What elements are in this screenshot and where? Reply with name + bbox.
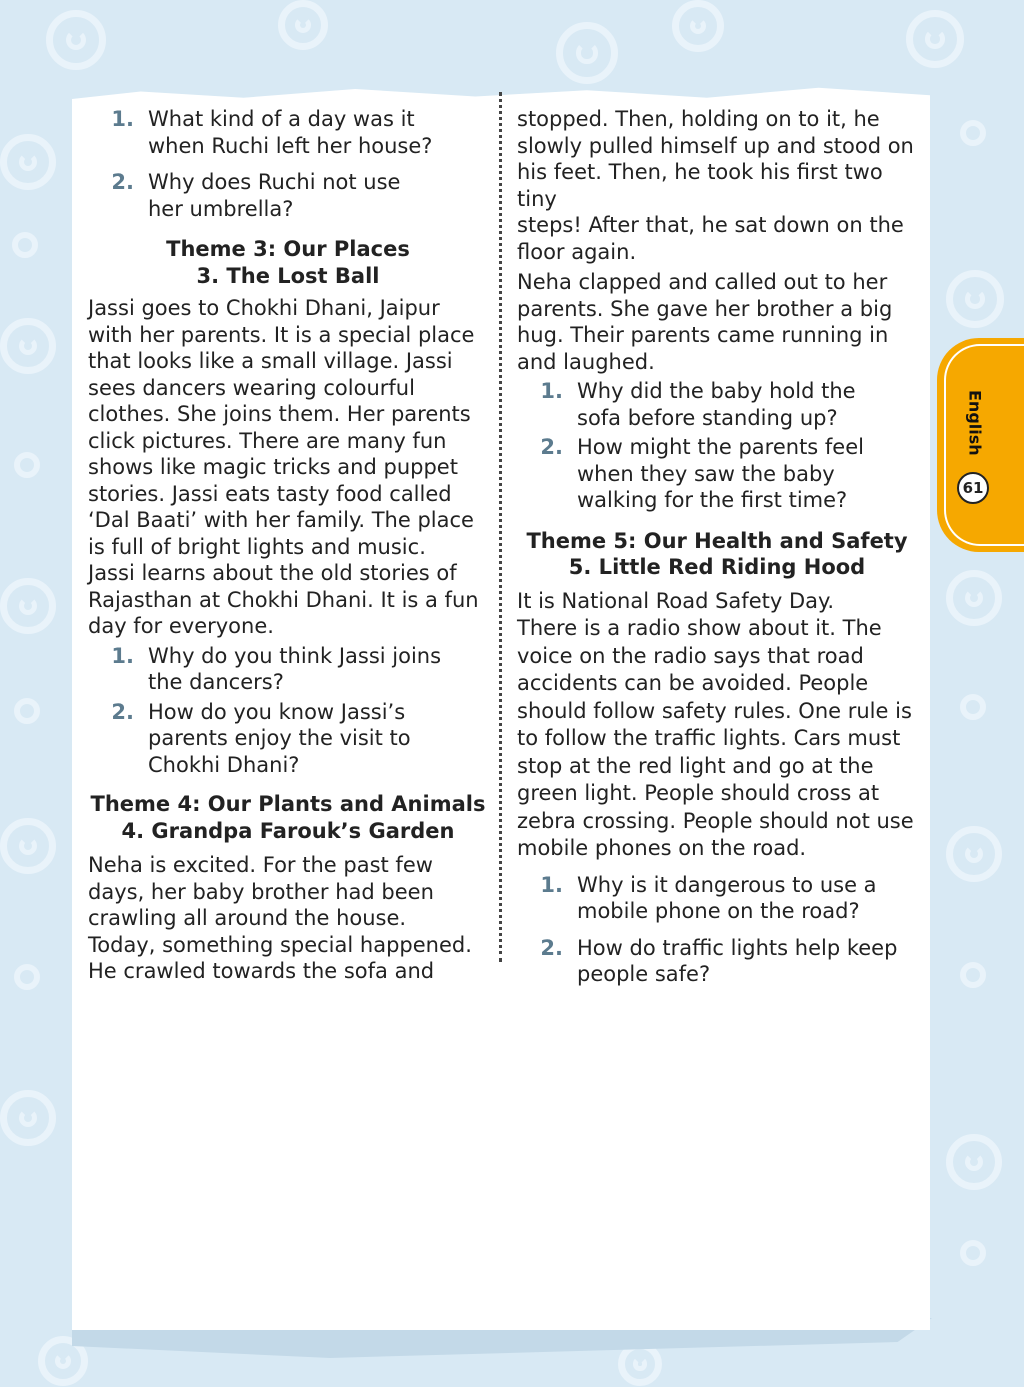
question-number: 2. (111, 699, 134, 724)
story-paragraph (88, 295, 488, 640)
question-text: How do you know Jassi’s (148, 699, 406, 724)
story-line: to follow the traffic lights. Cars must (517, 726, 901, 750)
story-line: is full of bright lights and music. (88, 534, 426, 559)
question-text: Why does Ruchi not use (148, 170, 401, 194)
story-line: Neha is excited. For the past few (88, 853, 433, 877)
question-number: 1. (540, 872, 563, 897)
background-swirl-icon (946, 570, 1002, 626)
question-text: Chokhi Dhani? (148, 752, 300, 777)
question-item (100, 699, 488, 779)
question-text: walking for the first time? (577, 488, 848, 512)
background-dot-icon (14, 452, 40, 478)
question-number: 2. (111, 170, 134, 194)
background-dot-icon (960, 120, 986, 146)
background-swirl-icon (0, 318, 56, 374)
question-text: What kind of a day was it (148, 107, 415, 131)
question-text: Why do you think Jassi joins (148, 643, 442, 668)
story-line: and laughed. (517, 349, 655, 374)
story-line: shows like magic tricks and puppet (88, 455, 458, 479)
background-dot-icon (12, 232, 38, 258)
question-text: parents enjoy the visit to (148, 726, 411, 750)
background-swirl-icon (672, 0, 724, 52)
story-line: There is a radio show about it. The (517, 616, 882, 640)
story-title: 3. The Lost Ball (196, 263, 380, 288)
right-column (517, 106, 917, 988)
theme-heading: Theme 5: Our Health and Safety (526, 528, 908, 553)
question-number: 1. (111, 643, 134, 668)
story-paragraph (88, 852, 488, 985)
question-text: Why did the baby hold the (577, 379, 856, 403)
story-line: that looks like a small village. Jassi (88, 349, 453, 373)
story-line: accidents can be avoided. People (517, 671, 869, 695)
page-number: 61 (957, 472, 989, 504)
question-item (100, 169, 488, 222)
question-item (529, 378, 917, 431)
question-item (529, 434, 917, 514)
story-line: sees dancers wearing colourful (88, 375, 415, 400)
story-paragraph (517, 588, 917, 863)
background-swirl-icon (556, 22, 618, 84)
background-dot-icon (960, 694, 986, 720)
story-line: zebra crossing. People should not use (517, 808, 914, 833)
story-line: Jassi learns about the old stories of (88, 561, 457, 585)
question-text: people safe? (577, 962, 711, 986)
story-line: days, her baby brother had been (88, 879, 434, 904)
question-item (529, 935, 917, 988)
subject-label: English (965, 390, 985, 456)
story-line: Neha clapped and called out to her (517, 270, 888, 294)
story-title: 5. Little Red Riding Hood (568, 555, 866, 579)
left-column (88, 106, 488, 985)
background-dot-icon (960, 962, 986, 988)
story-line: green light. People should cross at (517, 781, 880, 805)
question-text: How might the parents feel (577, 435, 864, 459)
story-line: Jassi goes to Chokhi Dhani, Jaipur (88, 296, 440, 320)
question-text: when Ruchi left her house? (148, 133, 433, 158)
story-line: steps! After that, he sat down on the (517, 213, 904, 237)
story-line: Today, something special happened. (88, 932, 472, 957)
story-line: crawling all around the house. (88, 906, 407, 930)
background-swirl-icon (946, 826, 1002, 882)
story-line: clothes. She joins them. Her parents (88, 402, 471, 426)
background-swirl-icon (0, 578, 56, 634)
story-title: 4. Grandpa Farouk’s Garden (121, 818, 455, 843)
question-text: when they saw the baby (577, 461, 835, 486)
question-text: sofa before standing up? (577, 405, 838, 430)
question-number: 2. (540, 435, 563, 459)
story-line: floor again. (517, 239, 637, 264)
story-line: with her parents. It is a special place (88, 322, 475, 347)
story-line: day for everyone. (88, 614, 274, 638)
story-line: parents. She gave her brother a big (517, 296, 893, 321)
story-paragraph (517, 269, 917, 375)
story-line: stopped. Then, holding on to it, he (517, 107, 880, 131)
question-item (100, 643, 488, 696)
story-line: slowly pulled himself up and stood on (517, 133, 914, 158)
question-item (100, 106, 488, 159)
story-line: stories. Jassi eats tasty food called (88, 481, 452, 506)
story-line: click pictures. There are many fun (88, 428, 447, 453)
background-dot-icon (960, 1240, 986, 1266)
background-swirl-icon (0, 134, 56, 190)
story-line: ‘Dal Baati’ with her family. The place (88, 508, 474, 532)
story-line: his feet. Then, he took his first two tiny (517, 160, 883, 211)
theme-heading: Theme 4: Our Plants and Animals (90, 792, 486, 816)
background-dot-icon (14, 964, 40, 990)
background-swirl-icon (946, 1134, 1002, 1190)
question-number: 1. (111, 107, 134, 131)
question-number: 2. (540, 935, 563, 960)
story-line: It is National Road Safety Day. (517, 588, 835, 613)
background-swirl-icon (906, 10, 964, 68)
theme-heading: Theme 3: Our Places (166, 237, 410, 261)
background-swirl-icon (46, 10, 106, 70)
question-text: mobile phone on the road? (577, 899, 860, 923)
background-swirl-icon (946, 270, 1004, 328)
background-dot-icon (14, 698, 40, 724)
column-divider (499, 92, 502, 962)
story-paragraph (517, 106, 917, 265)
question-text: the dancers? (148, 670, 284, 694)
question-text: her umbrella? (148, 196, 294, 221)
story-line: stop at the red light and go at the (517, 753, 874, 778)
story-line: He crawled towards the sofa and (88, 959, 435, 983)
question-text: How do traffic lights help keep (577, 935, 898, 960)
story-line: Rajasthan at Chokhi Dhani. It is a fun (88, 587, 479, 612)
question-item (529, 872, 917, 925)
background-swirl-icon (0, 818, 56, 874)
story-line: voice on the radio says that road (517, 643, 864, 668)
background-swirl-icon (278, 0, 328, 50)
story-line: should follow safety rules. One rule is (517, 698, 912, 723)
question-text: Why is it dangerous to use a (577, 872, 877, 897)
question-number: 1. (540, 379, 563, 403)
background-swirl-icon (0, 1090, 56, 1146)
story-line: mobile phones on the road. (517, 836, 807, 860)
story-line: hug. Their parents came running in (517, 323, 889, 347)
